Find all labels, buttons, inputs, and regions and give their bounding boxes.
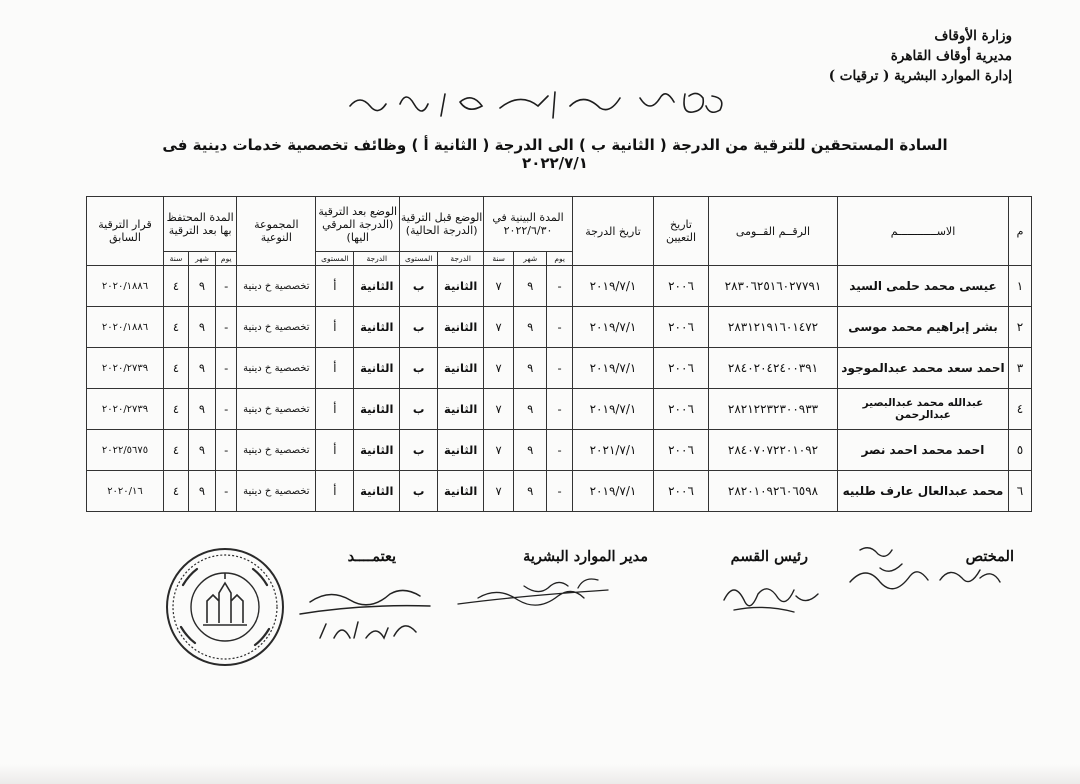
row-retained-year: ٤	[164, 266, 189, 307]
row-grade-date: ٢٠٢١/٧/١	[573, 430, 654, 471]
col-retained-header: المدة المحتفظ بها بعد الترقية	[164, 197, 237, 252]
row-retained-year: ٤	[164, 348, 189, 389]
row-decision: ٢٠٢٠/٢٧٣٩	[87, 389, 164, 430]
row-num: ٦	[1009, 471, 1032, 512]
row-interval-day: -	[547, 471, 573, 512]
row-num: ٣	[1009, 348, 1032, 389]
row-decision: ٢٠٢٠/١٦	[87, 471, 164, 512]
row-interval-day: -	[547, 348, 573, 389]
row-after-grade: الثانية	[354, 307, 400, 348]
row-retained-year: ٤	[164, 389, 189, 430]
row-num: ٥	[1009, 430, 1032, 471]
row-interval-day: -	[547, 430, 573, 471]
col-grade-date-header: تاريخ الدرجة	[573, 197, 654, 266]
header-ministry: وزارة الأوقاف	[934, 28, 1012, 44]
row-before-level: ب	[400, 307, 438, 348]
table-row	[87, 348, 1032, 389]
row-before-grade: الثانية	[438, 348, 484, 389]
row-retained-day: -	[216, 348, 237, 389]
ministry-seal-stamp	[163, 545, 287, 669]
row-after-level: أ	[316, 471, 354, 512]
col-after-header: الوضع بعد الترقية (الدرجة المرقي اليها)	[316, 197, 400, 252]
page-bottom-edge	[0, 764, 1080, 784]
row-retained-day: -	[216, 471, 237, 512]
table-row	[87, 389, 1032, 430]
section-head-label: رئيس القسم	[730, 548, 808, 565]
col-before-header: الوضع قبل الترقية (الدرجة الحالية)	[400, 197, 484, 252]
row-hire-date: ٢٠٠٦	[654, 348, 709, 389]
row-hire-date: ٢٠٠٦	[654, 266, 709, 307]
table-row	[87, 430, 1032, 471]
row-name: بشر إبراهيم محمد موسى	[838, 307, 1009, 348]
row-retained-month: ٩	[188, 307, 215, 348]
row-national-id: ٢٨٤٠٧٠٧٢٢٠١٠٩٢	[709, 430, 838, 471]
row-interval-year: ٧	[484, 389, 514, 430]
col-interval-header: المدة البينية في ٢٠٢٢/٦/٣٠	[484, 197, 573, 252]
row-before-level: ب	[400, 389, 438, 430]
sub-after-level: المستوى	[316, 252, 354, 266]
document-title: السادة المستحقين للترقية من الدرجة ( الثانية ب ) الى الدرجة ( الثانية أ ) وظائف تخصصية خدمات دينية فى ٢٠٢٢/٧/١	[162, 136, 948, 172]
row-num: ٢	[1009, 307, 1032, 348]
row-hire-date: ٢٠٠٦	[654, 389, 709, 430]
row-grade-date: ٢٠١٩/٧/١	[573, 348, 654, 389]
col-hire-date-header: تاريخ التعيين	[654, 197, 709, 266]
row-before-grade: الثانية	[438, 389, 484, 430]
row-hire-date: ٢٠٠٦	[654, 471, 709, 512]
row-before-level: ب	[400, 266, 438, 307]
table-row	[87, 307, 1032, 348]
row-interval-day: -	[547, 389, 573, 430]
row-name: محمد عبدالعال عارف طلبيه	[838, 471, 1009, 512]
row-group: تخصصية خ دينية	[237, 389, 316, 430]
row-retained-year: ٤	[164, 307, 189, 348]
approved-label: يعتمــــد	[347, 548, 396, 565]
row-retained-month: ٩	[188, 348, 215, 389]
row-after-grade: الثانية	[354, 348, 400, 389]
row-after-level: أ	[316, 389, 354, 430]
row-before-grade: الثانية	[438, 266, 484, 307]
col-num-header: م	[1009, 197, 1032, 266]
row-interval-year: ٧	[484, 430, 514, 471]
row-after-grade: الثانية	[354, 430, 400, 471]
row-interval-year: ٧	[484, 471, 514, 512]
row-after-grade: الثانية	[354, 389, 400, 430]
row-decision: ٢٠٢٢/٥٦٧٥	[87, 430, 164, 471]
row-retained-day: -	[216, 266, 237, 307]
row-decision: ٢٠٢٠/١٨٨٦	[87, 307, 164, 348]
table-row	[87, 266, 1032, 307]
hr-director-signature	[448, 570, 618, 614]
row-interval-month: ٩	[514, 471, 547, 512]
row-hire-date: ٢٠٠٦	[654, 307, 709, 348]
sub-day: يوم	[547, 252, 573, 266]
row-before-level: ب	[400, 430, 438, 471]
hr-director-label: مدير الموارد البشرية	[523, 548, 648, 565]
row-after-grade: الثانية	[354, 471, 400, 512]
row-interval-year: ٧	[484, 307, 514, 348]
sub-retained-month: شهر	[188, 252, 215, 266]
row-retained-month: ٩	[188, 471, 215, 512]
row-interval-year: ٧	[484, 348, 514, 389]
row-group: تخصصية خ دينية	[237, 307, 316, 348]
row-group: تخصصية خ دينية	[237, 266, 316, 307]
row-grade-date: ٢٠١٩/٧/١	[573, 266, 654, 307]
row-grade-date: ٢٠١٩/٧/١	[573, 471, 654, 512]
header-department: إدارة الموارد البشرية ( ترقيات )	[828, 68, 1012, 84]
row-grade-date: ٢٠١٩/٧/١	[573, 389, 654, 430]
row-before-grade: الثانية	[438, 471, 484, 512]
row-group: تخصصية خ دينية	[237, 430, 316, 471]
sub-retained-year: سنة	[164, 252, 189, 266]
row-name: احمد سعد محمد عبدالموجود	[838, 348, 1009, 389]
row-retained-year: ٤	[164, 430, 189, 471]
ministry-header	[829, 26, 1012, 86]
row-decision: ٢٠٢٠/٢٧٣٩	[87, 348, 164, 389]
row-after-level: أ	[316, 307, 354, 348]
col-national-id-header: الرقــم القــومى	[709, 197, 838, 266]
row-grade-date: ٢٠١٩/٧/١	[573, 307, 654, 348]
row-interval-year: ٧	[484, 266, 514, 307]
row-retained-month: ٩	[188, 389, 215, 430]
section-head-signature	[714, 570, 834, 620]
row-interval-day: -	[547, 266, 573, 307]
row-retained-month: ٩	[188, 430, 215, 471]
row-interval-month: ٩	[514, 348, 547, 389]
row-after-level: أ	[316, 348, 354, 389]
handwritten-reference-scribble	[340, 84, 740, 124]
row-interval-month: ٩	[514, 389, 547, 430]
col-name-header: الاســــــــــــم	[838, 197, 1009, 266]
row-national-id: ٢٨٢١٢٢٣٢٣٠٠٩٣٣	[709, 389, 838, 430]
row-num: ١	[1009, 266, 1032, 307]
row-before-grade: الثانية	[438, 307, 484, 348]
row-group: تخصصية خ دينية	[237, 348, 316, 389]
row-after-grade: الثانية	[354, 266, 400, 307]
sub-before-level: المستوى	[400, 252, 438, 266]
row-interval-day: -	[547, 307, 573, 348]
sub-after-grade: الدرجة	[354, 252, 400, 266]
row-interval-month: ٩	[514, 266, 547, 307]
row-num: ٤	[1009, 389, 1032, 430]
col-group-header: المجموعة النوعية	[237, 197, 316, 266]
row-national-id: ٢٨٣١٢١٩١٦٠١٤٧٢	[709, 307, 838, 348]
row-name: عيسى محمد حلمى السيد	[838, 266, 1009, 307]
row-retained-year: ٤	[164, 471, 189, 512]
sub-year: سنة	[484, 252, 514, 266]
sub-month: شهر	[514, 252, 547, 266]
header-directorate: مديرية أوقاف القاهرة	[890, 48, 1012, 64]
row-national-id: ٢٨٣٠٦٢٥١٦٠٢٧٧٩١	[709, 266, 838, 307]
table-row	[87, 471, 1032, 512]
row-name: احمد محمد احمد نصر	[838, 430, 1009, 471]
sub-retained-day: يوم	[216, 252, 237, 266]
sub-before-grade: الدرجة	[438, 252, 484, 266]
row-retained-day: -	[216, 389, 237, 430]
row-hire-date: ٢٠٠٦	[654, 430, 709, 471]
row-before-grade: الثانية	[438, 430, 484, 471]
row-group: تخصصية خ دينية	[237, 471, 316, 512]
row-interval-month: ٩	[514, 307, 547, 348]
row-retained-day: -	[216, 430, 237, 471]
specialist-label: المختص	[965, 548, 1014, 565]
row-before-level: ب	[400, 471, 438, 512]
row-retained-month: ٩	[188, 266, 215, 307]
promotion-table	[86, 196, 1032, 512]
specialist-signature	[840, 540, 1020, 600]
row-after-level: أ	[316, 266, 354, 307]
col-decision-header: قرار الترقية السابق	[87, 197, 164, 266]
handwritten-reference	[340, 84, 740, 124]
row-after-level: أ	[316, 430, 354, 471]
row-before-level: ب	[400, 348, 438, 389]
row-name: عبدالله محمد عبدالبصير عبدالرحمن	[838, 389, 1009, 430]
row-national-id: ٢٨٢٠١٠٩٢٦٠٦٥٩٨	[709, 471, 838, 512]
row-retained-day: -	[216, 307, 237, 348]
row-interval-month: ٩	[514, 430, 547, 471]
approval-signature	[290, 572, 440, 652]
row-decision: ٢٠٢٠/١٨٨٦	[87, 266, 164, 307]
row-national-id: ٢٨٤٠٢٠٤٢٤٠٠٣٩١	[709, 348, 838, 389]
